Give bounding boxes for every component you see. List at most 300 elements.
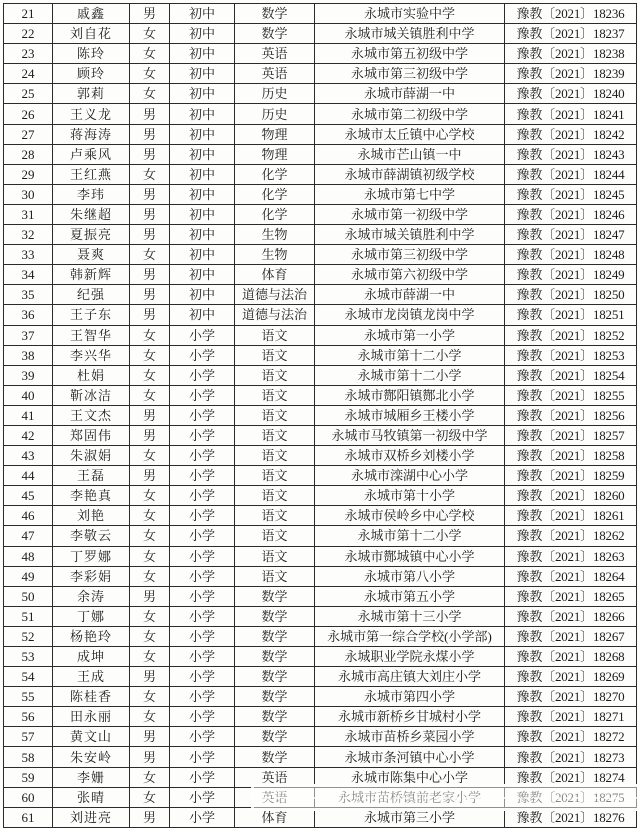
table-row — [4, 64, 637, 84]
col-subject: 数学 — [235, 727, 315, 747]
col-school-level: 小学 — [170, 325, 235, 345]
col-serial-number: 61 — [4, 807, 53, 827]
col-school-level: 初中 — [170, 204, 235, 224]
col-school-level: 小学 — [170, 405, 235, 425]
col-gender: 男 — [130, 305, 170, 325]
col-school-level: 初中 — [170, 84, 235, 104]
col-gender: 女 — [130, 24, 170, 44]
col-subject: 语文 — [235, 425, 315, 445]
col-teacher-name: 刘艳 — [53, 506, 130, 526]
table-row — [4, 506, 637, 526]
col-subject: 语文 — [235, 466, 315, 486]
col-teacher-name: 李艳真 — [53, 486, 130, 506]
col-gender: 男 — [130, 204, 170, 224]
col-school-name: 永城市第一小学 — [315, 325, 505, 345]
col-gender: 男 — [130, 265, 170, 285]
col-gender: 男 — [130, 4, 170, 24]
col-gender: 女 — [130, 767, 170, 787]
col-subject: 物理 — [235, 144, 315, 164]
col-certificate-number: 豫教〔2021〕18274 — [505, 767, 637, 787]
col-school-name: 永城市马牧镇第一初级中学 — [315, 425, 505, 445]
table-row — [4, 486, 637, 506]
col-certificate-number: 豫教〔2021〕18260 — [505, 486, 637, 506]
table-row — [4, 425, 637, 445]
col-gender: 女 — [130, 546, 170, 566]
col-school-name: 永城市第六初级中学 — [315, 265, 505, 285]
col-certificate-number: 豫教〔2021〕18257 — [505, 425, 637, 445]
col-teacher-name: 陈玲 — [53, 44, 130, 64]
col-teacher-name: 戚鑫 — [53, 4, 130, 24]
col-school-name: 永城市第三初级中学 — [315, 245, 505, 265]
col-subject: 语文 — [235, 526, 315, 546]
col-serial-number: 42 — [4, 425, 53, 445]
col-serial-number: 22 — [4, 24, 53, 44]
col-school-name: 永城市第十二小学 — [315, 345, 505, 365]
col-subject: 道德与法治 — [235, 305, 315, 325]
col-teacher-name: 王文杰 — [53, 405, 130, 425]
col-certificate-number: 豫教〔2021〕18259 — [505, 466, 637, 486]
col-teacher-name: 丁娜 — [53, 606, 130, 626]
col-gender: 女 — [130, 606, 170, 626]
col-subject: 数学 — [235, 747, 315, 767]
col-teacher-name: 朱安岭 — [53, 747, 130, 767]
col-school-level: 初中 — [170, 305, 235, 325]
col-gender: 女 — [130, 385, 170, 405]
table-row — [4, 345, 637, 365]
col-certificate-number: 豫教〔2021〕18256 — [505, 405, 637, 425]
table-row — [4, 807, 637, 827]
table-row — [4, 566, 637, 586]
col-school-name: 永城市滦湖中心小学 — [315, 466, 505, 486]
col-subject: 历史 — [235, 104, 315, 124]
col-certificate-number: 豫教〔2021〕18238 — [505, 44, 637, 64]
col-teacher-name: 聂爽 — [53, 245, 130, 265]
col-certificate-number: 豫教〔2021〕18271 — [505, 707, 637, 727]
col-subject: 生物 — [235, 225, 315, 245]
col-serial-number: 35 — [4, 285, 53, 305]
col-school-name: 永城市第八小学 — [315, 566, 505, 586]
col-school-level: 小学 — [170, 626, 235, 646]
col-serial-number: 31 — [4, 204, 53, 224]
col-certificate-number: 豫教〔2021〕18240 — [505, 84, 637, 104]
col-school-level: 小学 — [170, 807, 235, 827]
col-serial-number: 51 — [4, 606, 53, 626]
col-subject: 历史 — [235, 84, 315, 104]
col-school-name: 永城市条河镇中心小学 — [315, 747, 505, 767]
col-serial-number: 21 — [4, 4, 53, 24]
col-gender: 女 — [130, 84, 170, 104]
col-teacher-name: 李彩娟 — [53, 566, 130, 586]
col-certificate-number: 豫教〔2021〕18264 — [505, 566, 637, 586]
col-school-name: 永城市薛湖一中 — [315, 84, 505, 104]
col-subject: 物理 — [235, 124, 315, 144]
table-row — [4, 466, 637, 486]
col-serial-number: 33 — [4, 245, 53, 265]
col-certificate-number: 豫教〔2021〕18253 — [505, 345, 637, 365]
table-row — [4, 325, 637, 345]
col-school-level: 小学 — [170, 365, 235, 385]
table-row — [4, 727, 637, 747]
col-serial-number: 50 — [4, 586, 53, 606]
col-serial-number: 23 — [4, 44, 53, 64]
col-serial-number: 32 — [4, 225, 53, 245]
col-serial-number: 43 — [4, 446, 53, 466]
col-school-name: 永城市双桥乡刘楼小学 — [315, 446, 505, 466]
col-school-name: 永城市酂阳镇酂北小学 — [315, 385, 505, 405]
col-serial-number: 26 — [4, 104, 53, 124]
col-subject: 语文 — [235, 365, 315, 385]
col-serial-number: 25 — [4, 84, 53, 104]
col-subject: 语文 — [235, 385, 315, 405]
col-serial-number: 36 — [4, 305, 53, 325]
col-teacher-name: 纪强 — [53, 285, 130, 305]
col-subject: 数学 — [235, 647, 315, 667]
col-teacher-name: 郭莉 — [53, 84, 130, 104]
col-certificate-number: 豫教〔2021〕18246 — [505, 204, 637, 224]
col-school-name: 永城市城厢乡王楼小学 — [315, 405, 505, 425]
col-certificate-number: 豫教〔2021〕18269 — [505, 667, 637, 687]
col-teacher-name: 李敬云 — [53, 526, 130, 546]
table-row — [4, 225, 637, 245]
table-row — [4, 285, 637, 305]
col-teacher-name: 刘自花 — [53, 24, 130, 44]
col-gender: 男 — [130, 405, 170, 425]
table-row — [4, 204, 637, 224]
col-school-level: 小学 — [170, 787, 235, 807]
col-school-name: 永城市城关镇胜利中学 — [315, 225, 505, 245]
col-gender: 女 — [130, 566, 170, 586]
col-serial-number: 52 — [4, 626, 53, 646]
col-subject: 化学 — [235, 204, 315, 224]
col-teacher-name: 李兴华 — [53, 345, 130, 365]
col-subject: 数学 — [235, 687, 315, 707]
col-teacher-name: 朱淑娟 — [53, 446, 130, 466]
col-school-level: 初中 — [170, 184, 235, 204]
col-gender: 女 — [130, 245, 170, 265]
col-subject: 语文 — [235, 345, 315, 365]
col-school-name: 永城市龙岗镇龙岗中学 — [315, 305, 505, 325]
col-subject: 语文 — [235, 566, 315, 586]
col-gender: 男 — [130, 727, 170, 747]
col-teacher-name: 田永丽 — [53, 707, 130, 727]
col-gender: 女 — [130, 365, 170, 385]
col-certificate-number: 豫教〔2021〕18248 — [505, 245, 637, 265]
col-serial-number: 44 — [4, 466, 53, 486]
col-serial-number: 38 — [4, 345, 53, 365]
col-teacher-name: 余涛 — [53, 586, 130, 606]
col-certificate-number: 豫教〔2021〕18244 — [505, 164, 637, 184]
col-certificate-number: 豫教〔2021〕18272 — [505, 727, 637, 747]
col-school-name: 永城市芒山镇一中 — [315, 144, 505, 164]
table-row — [4, 626, 637, 646]
col-gender: 女 — [130, 64, 170, 84]
col-teacher-name: 王智华 — [53, 325, 130, 345]
col-gender: 女 — [130, 626, 170, 646]
col-serial-number: 56 — [4, 707, 53, 727]
col-school-level: 小学 — [170, 446, 235, 466]
col-certificate-number: 豫教〔2021〕18245 — [505, 184, 637, 204]
col-teacher-name: 王红燕 — [53, 164, 130, 184]
col-subject: 化学 — [235, 164, 315, 184]
col-school-name: 永城市第一综合学校(小学部) — [315, 626, 505, 646]
col-certificate-number: 豫教〔2021〕18275 — [505, 787, 637, 807]
col-serial-number: 59 — [4, 767, 53, 787]
col-subject: 英语 — [235, 44, 315, 64]
col-gender: 男 — [130, 124, 170, 144]
table-row — [4, 526, 637, 546]
col-school-name: 永城市第三小学 — [315, 807, 505, 827]
table-row — [4, 124, 637, 144]
col-school-name: 永城市第五初级中学 — [315, 44, 505, 64]
col-school-level: 初中 — [170, 4, 235, 24]
col-subject: 数学 — [235, 707, 315, 727]
col-teacher-name: 王子东 — [53, 305, 130, 325]
teacher-certificate-table — [3, 3, 637, 828]
col-school-name: 永城市第一初级中学 — [315, 204, 505, 224]
col-certificate-number: 豫教〔2021〕18255 — [505, 385, 637, 405]
col-certificate-number: 豫教〔2021〕18276 — [505, 807, 637, 827]
col-certificate-number: 豫教〔2021〕18242 — [505, 124, 637, 144]
col-school-level: 小学 — [170, 425, 235, 445]
col-gender: 女 — [130, 44, 170, 64]
table-row — [4, 265, 637, 285]
col-school-level: 小学 — [170, 606, 235, 626]
col-subject: 语文 — [235, 546, 315, 566]
col-school-name: 永城市第十小学 — [315, 486, 505, 506]
col-school-level: 初中 — [170, 104, 235, 124]
col-certificate-number: 豫教〔2021〕18237 — [505, 24, 637, 44]
col-school-name: 永城职业学院永煤小学 — [315, 647, 505, 667]
table-row — [4, 667, 637, 687]
col-teacher-name: 刘进亮 — [53, 807, 130, 827]
col-school-name: 永城市侯岭乡中心学校 — [315, 506, 505, 526]
col-gender: 女 — [130, 325, 170, 345]
col-gender: 女 — [130, 707, 170, 727]
col-certificate-number: 豫教〔2021〕18236 — [505, 4, 637, 24]
col-school-level: 初中 — [170, 144, 235, 164]
col-certificate-number: 豫教〔2021〕18268 — [505, 647, 637, 667]
col-subject: 数学 — [235, 24, 315, 44]
col-school-name: 永城市新桥乡甘城村小学 — [315, 707, 505, 727]
col-gender: 男 — [130, 667, 170, 687]
col-school-level: 小学 — [170, 667, 235, 687]
table-row — [4, 104, 637, 124]
col-school-name: 永城市高庄镇大刘庄小学 — [315, 667, 505, 687]
col-gender: 男 — [130, 104, 170, 124]
col-gender: 女 — [130, 647, 170, 667]
col-subject: 英语 — [235, 64, 315, 84]
col-certificate-number: 豫教〔2021〕18241 — [505, 104, 637, 124]
col-gender: 男 — [130, 184, 170, 204]
col-school-level: 初中 — [170, 225, 235, 245]
col-serial-number: 29 — [4, 164, 53, 184]
col-serial-number: 27 — [4, 124, 53, 144]
col-gender: 男 — [130, 586, 170, 606]
col-school-level: 小学 — [170, 647, 235, 667]
table-row — [4, 84, 637, 104]
certificate-table-body — [4, 4, 637, 828]
col-serial-number: 58 — [4, 747, 53, 767]
col-school-level: 小学 — [170, 506, 235, 526]
col-serial-number: 39 — [4, 365, 53, 385]
col-certificate-number: 豫教〔2021〕18262 — [505, 526, 637, 546]
col-subject: 英语 — [235, 767, 315, 787]
table-row — [4, 687, 637, 707]
col-school-level: 初中 — [170, 285, 235, 305]
col-school-name: 永城市第二初级中学 — [315, 104, 505, 124]
col-school-name: 永城市实验中学 — [315, 4, 505, 24]
col-teacher-name: 韩新辉 — [53, 265, 130, 285]
col-teacher-name: 成坤 — [53, 647, 130, 667]
col-gender: 女 — [130, 164, 170, 184]
table-row — [4, 385, 637, 405]
col-certificate-number: 豫教〔2021〕18254 — [505, 365, 637, 385]
col-subject: 数学 — [235, 4, 315, 24]
col-school-level: 初中 — [170, 24, 235, 44]
col-school-name: 永城市苗桥镇前老家小学 — [315, 787, 505, 807]
col-teacher-name: 丁罗娜 — [53, 546, 130, 566]
col-teacher-name: 夏振亮 — [53, 225, 130, 245]
col-certificate-number: 豫教〔2021〕18267 — [505, 626, 637, 646]
col-serial-number: 46 — [4, 506, 53, 526]
col-school-name: 永城市太丘镇中心学校 — [315, 124, 505, 144]
col-school-level: 小学 — [170, 526, 235, 546]
col-school-name: 永城市第七中学 — [315, 184, 505, 204]
col-serial-number: 45 — [4, 486, 53, 506]
col-serial-number: 37 — [4, 325, 53, 345]
table-row — [4, 44, 637, 64]
col-gender: 男 — [130, 285, 170, 305]
col-certificate-number: 豫教〔2021〕18265 — [505, 586, 637, 606]
col-school-name: 永城市第三初级中学 — [315, 64, 505, 84]
col-teacher-name: 蒋海涛 — [53, 124, 130, 144]
col-certificate-number: 豫教〔2021〕18251 — [505, 305, 637, 325]
col-school-level: 初中 — [170, 164, 235, 184]
col-school-name: 永城市第五小学 — [315, 586, 505, 606]
col-serial-number: 41 — [4, 405, 53, 425]
col-gender: 男 — [130, 225, 170, 245]
col-gender: 女 — [130, 787, 170, 807]
col-teacher-name: 顾玲 — [53, 64, 130, 84]
col-teacher-name: 王磊 — [53, 466, 130, 486]
table-row — [4, 24, 637, 44]
col-school-level: 小学 — [170, 586, 235, 606]
col-gender: 男 — [130, 807, 170, 827]
col-gender: 女 — [130, 526, 170, 546]
table-row — [4, 405, 637, 425]
table-row — [4, 707, 637, 727]
table-row — [4, 164, 637, 184]
col-subject: 英语 — [235, 787, 315, 807]
col-school-level: 小学 — [170, 345, 235, 365]
col-subject: 道德与法治 — [235, 285, 315, 305]
col-school-level: 小学 — [170, 486, 235, 506]
col-subject: 语文 — [235, 446, 315, 466]
col-certificate-number: 豫教〔2021〕18252 — [505, 325, 637, 345]
col-certificate-number: 豫教〔2021〕18270 — [505, 687, 637, 707]
col-serial-number: 47 — [4, 526, 53, 546]
col-subject: 数学 — [235, 586, 315, 606]
col-certificate-number: 豫教〔2021〕18263 — [505, 546, 637, 566]
col-gender: 男 — [130, 747, 170, 767]
col-teacher-name: 郑固伟 — [53, 425, 130, 445]
table-row — [4, 586, 637, 606]
col-school-level: 小学 — [170, 566, 235, 586]
col-gender: 男 — [130, 466, 170, 486]
col-school-level: 小学 — [170, 707, 235, 727]
col-school-name: 永城市苗桥乡菜园小学 — [315, 727, 505, 747]
col-gender: 女 — [130, 486, 170, 506]
table-row — [4, 184, 637, 204]
col-school-level: 小学 — [170, 385, 235, 405]
col-gender: 男 — [130, 144, 170, 164]
col-certificate-number: 豫教〔2021〕18258 — [505, 446, 637, 466]
col-teacher-name: 靳冰洁 — [53, 385, 130, 405]
col-serial-number: 40 — [4, 385, 53, 405]
col-serial-number: 57 — [4, 727, 53, 747]
col-school-name: 永城市陈集中心小学 — [315, 767, 505, 787]
col-school-name: 永城市薛湖镇初级学校 — [315, 164, 505, 184]
col-certificate-number: 豫教〔2021〕18273 — [505, 747, 637, 767]
col-teacher-name: 李玮 — [53, 184, 130, 204]
col-subject: 化学 — [235, 184, 315, 204]
col-school-level: 小学 — [170, 466, 235, 486]
col-school-level: 初中 — [170, 64, 235, 84]
col-school-level: 初中 — [170, 124, 235, 144]
col-certificate-number: 豫教〔2021〕18239 — [505, 64, 637, 84]
table-row — [4, 365, 637, 385]
col-subject: 语文 — [235, 486, 315, 506]
col-teacher-name: 李姗 — [53, 767, 130, 787]
col-serial-number: 55 — [4, 687, 53, 707]
col-certificate-number: 豫教〔2021〕18250 — [505, 285, 637, 305]
table-row — [4, 144, 637, 164]
col-certificate-number: 豫教〔2021〕18249 — [505, 265, 637, 285]
col-certificate-number: 豫教〔2021〕18261 — [505, 506, 637, 526]
table-row — [4, 606, 637, 626]
col-serial-number: 53 — [4, 647, 53, 667]
table-row — [4, 647, 637, 667]
col-serial-number: 48 — [4, 546, 53, 566]
col-school-level: 小学 — [170, 546, 235, 566]
col-teacher-name: 朱继超 — [53, 204, 130, 224]
col-subject: 数学 — [235, 606, 315, 626]
col-subject: 体育 — [235, 807, 315, 827]
col-teacher-name: 陈桂香 — [53, 687, 130, 707]
col-serial-number: 34 — [4, 265, 53, 285]
col-subject: 语文 — [235, 405, 315, 425]
col-gender: 女 — [130, 687, 170, 707]
col-school-name: 永城市第十三小学 — [315, 606, 505, 626]
col-school-level: 初中 — [170, 44, 235, 64]
col-serial-number: 28 — [4, 144, 53, 164]
col-teacher-name: 杜娟 — [53, 365, 130, 385]
table-row — [4, 4, 637, 24]
col-school-level: 小学 — [170, 747, 235, 767]
col-subject: 生物 — [235, 245, 315, 265]
col-gender: 女 — [130, 446, 170, 466]
col-teacher-name: 黄文山 — [53, 727, 130, 747]
table-row — [4, 546, 637, 566]
table-row — [4, 446, 637, 466]
col-school-name: 永城市第十二小学 — [315, 365, 505, 385]
col-certificate-number: 豫教〔2021〕18243 — [505, 144, 637, 164]
col-subject: 体育 — [235, 265, 315, 285]
col-serial-number: 24 — [4, 64, 53, 84]
col-serial-number: 60 — [4, 787, 53, 807]
col-teacher-name: 王成 — [53, 667, 130, 687]
col-school-name: 永城市薛湖一中 — [315, 285, 505, 305]
